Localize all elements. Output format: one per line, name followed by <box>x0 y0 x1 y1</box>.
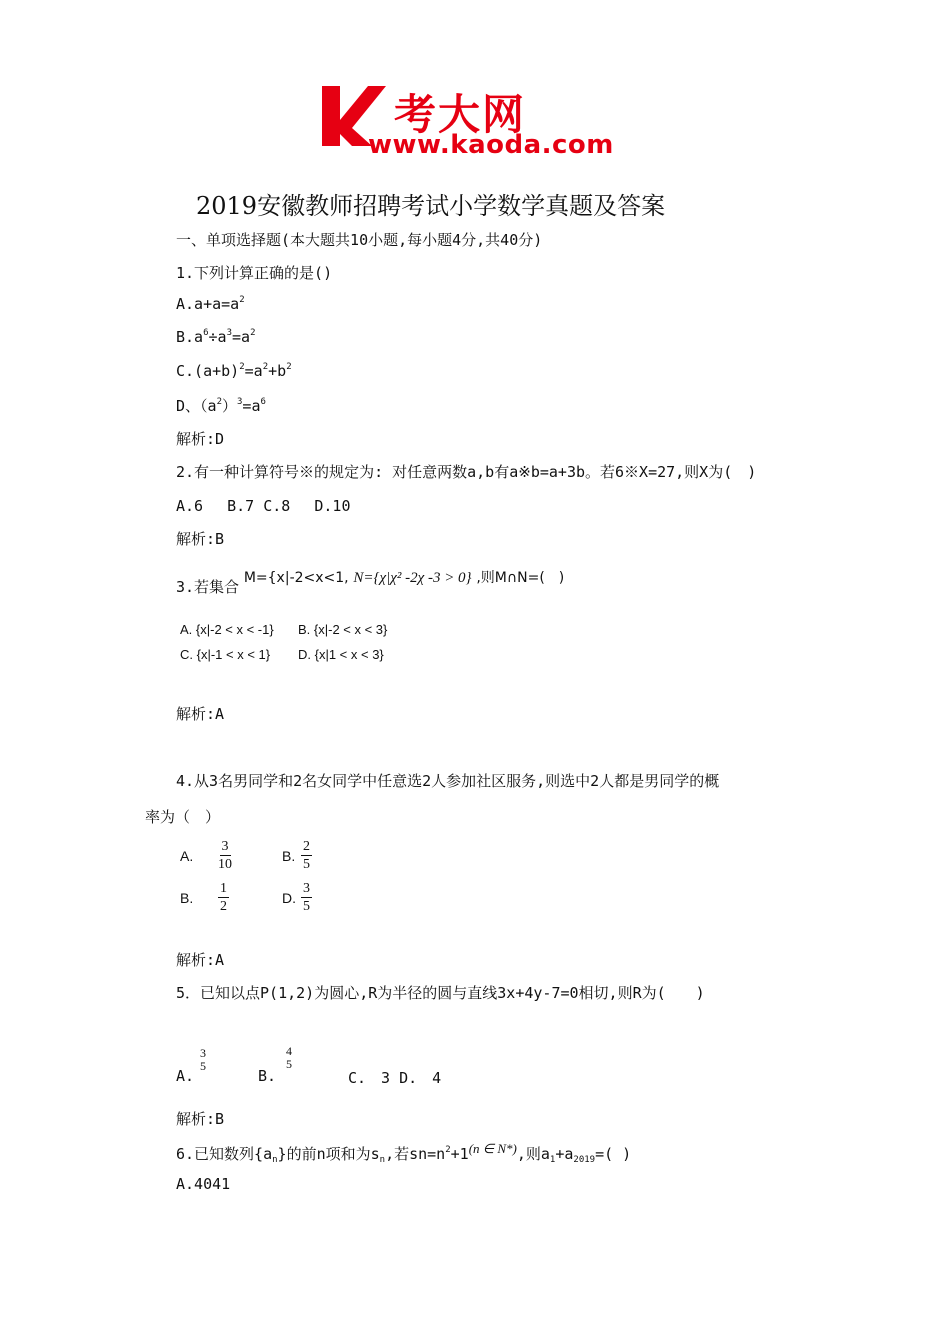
q1-option-b: $B.a^6\div a^3=a^2$ <box>176 328 256 346</box>
q3-option-a: A. {x|-2 < x < -1} <box>180 622 274 637</box>
q3-option-d: D. {x|1 < x < 3} <box>298 647 384 662</box>
q4-stem-line1: 4.从3名男同学和2名女同学中任意选2人参加社区服务,则选中2人都是男同学的概 <box>176 772 720 790</box>
q3-stem: 3.若集合 M={x|-2<x<1, N={χ|χ² -2χ -3 > 0} ,则M∩N=( ) <box>176 570 565 596</box>
q5-answer: 解析:B <box>176 1110 225 1128</box>
q1-option-c: $C.(a+b)^2=a^2+b^2$ <box>176 362 292 380</box>
q5-stem: 5．已知以点P(1,2)为圆心,R为半径的圆与直线3x+4y-7=0相切,则R为( ) <box>176 984 705 1002</box>
q1-option-a: $A.a+a=a^2$ <box>176 295 245 313</box>
q4-answer: 解析:A <box>176 951 225 969</box>
logo-brand-cn: 考大网 <box>394 90 527 139</box>
q3-option-c: C. {x|-1 < x < 1} <box>180 647 271 662</box>
q4-stem-line2: 率为（ ） <box>145 808 221 826</box>
q2-stem: 2.有一种计算符号※的规定为: 对任意两数a,b有a※b=a+3b。若6※X=27,则X为( ) <box>176 463 757 481</box>
q3-answer: 解析:A <box>176 705 225 723</box>
q2-options: A.6 B.7 C.8 D.10 <box>176 497 351 515</box>
page-title: 2019安徽教师招聘考试小学数学真题及答案 <box>196 192 666 220</box>
q1-answer: 解析:D <box>176 430 225 448</box>
q6-option-a: A.4041 <box>176 1175 231 1193</box>
q1-option-d: D、$(a^2)^3=a^6$ <box>176 397 266 415</box>
q3-option-b: B. {x|-2 < x < 3} <box>298 622 388 637</box>
logo-url: www.kaoda.com <box>368 130 614 160</box>
q1-stem: 1.下列计算正确的是() <box>176 264 333 282</box>
q2-answer: 解析:B <box>176 530 225 548</box>
section-header: 一、单项选择题(本大题共10小题,每小题4分,共40分) <box>176 231 543 249</box>
q5-option-cd: C. 3 D. 4 <box>348 1069 442 1087</box>
logo <box>318 82 638 162</box>
q6-stem: 6.已知数列$\{a_n\}$的前n项和为$s_n$,若$sn=n^2+1(n$ ∈ N*),则$a_1+a_{2019}=$( ) <box>176 1141 632 1165</box>
